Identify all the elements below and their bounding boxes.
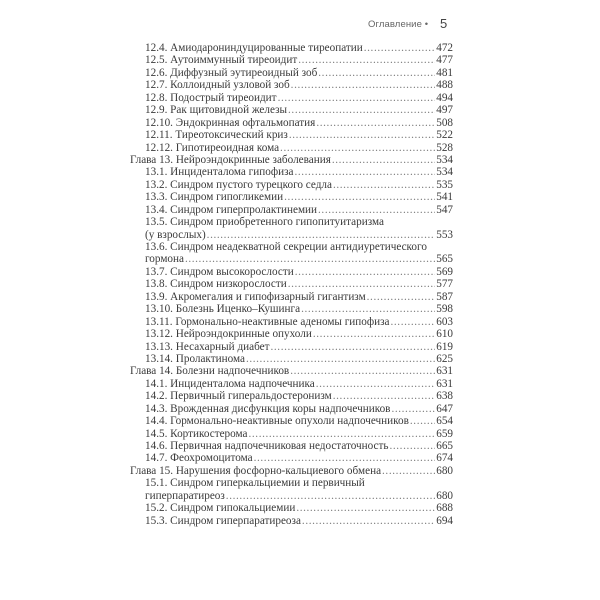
toc-chapter-entry: [130, 365, 453, 377]
toc-entry-page: 553: [436, 228, 453, 241]
toc-entry-title: 12.8. Подострый тиреоидит: [145, 91, 277, 104]
dot-leader: [249, 428, 436, 440]
toc-entry: [130, 266, 453, 278]
toc-entry-page: 631: [436, 365, 453, 378]
toc-entry-page: 659: [436, 427, 453, 440]
toc-entry: [130, 502, 453, 514]
toc-entry: [130, 42, 453, 54]
dot-leader: [364, 42, 435, 54]
toc-entry-title: (у взрослых): [145, 228, 206, 241]
toc-entry-page: 528: [436, 141, 453, 154]
toc-entry-page: 674: [436, 452, 453, 465]
dot-leader: [302, 515, 435, 527]
toc-entry: [130, 179, 453, 191]
toc-entry: [130, 191, 453, 203]
toc-entry-page: 638: [436, 390, 453, 403]
toc-entry-page: 497: [436, 104, 453, 117]
toc-entry-page: 654: [436, 415, 453, 428]
toc-entry-title: Глава 13. Нейроэндокринные заболевания: [130, 153, 331, 166]
toc-entry-title: 15.1. Синдром гиперкальциемии и первичный: [145, 477, 365, 490]
toc-entry: [130, 452, 453, 464]
toc-entry-page: 488: [436, 79, 453, 92]
toc-entry-title: 13.9. Акромегалия и гипофизарный гигантизм: [145, 290, 366, 303]
toc-entry-page: 522: [436, 129, 453, 142]
page-number: 5: [440, 16, 448, 31]
toc-entry: [130, 241, 453, 253]
toc-entry-title: 14.7. Феохромоцитома: [145, 452, 253, 465]
toc-entry-page: 547: [436, 203, 453, 216]
toc-entry-page: 534: [436, 166, 453, 179]
toc-entry-title: 12.6. Диффузный эутиреоидный зоб: [145, 66, 318, 79]
toc-entry-page: 619: [436, 340, 453, 353]
toc-entry-title: 13.2. Синдром пустого турецкого седла: [145, 178, 332, 191]
toc-entry-page: 688: [436, 502, 453, 515]
dot-leader: [226, 490, 435, 502]
toc-entry: [130, 166, 453, 178]
toc-entry-title: 15.3. Синдром гиперпаратиреоза: [145, 514, 301, 527]
toc-entry: [130, 104, 453, 116]
toc-entry: [130, 54, 453, 66]
dot-leader: [185, 253, 435, 265]
dot-leader: [318, 204, 435, 216]
toc-entry: [130, 253, 453, 265]
toc-entry-title: 14.2. Первичный гиперальдостеронизм: [145, 390, 332, 403]
toc-entry-title: 12.7. Коллоидный узловой зоб: [145, 79, 290, 92]
toc-entry-page: 508: [436, 116, 453, 129]
dot-leader: [318, 67, 435, 79]
dot-leader: [316, 117, 435, 129]
toc-entry-page: 577: [436, 278, 453, 291]
toc-entry: [130, 515, 453, 527]
toc-chapter-entry: [130, 465, 453, 477]
toc-entry-title: 12.9. Рак щитовидной железы: [145, 104, 288, 117]
toc-entry-page: 565: [436, 253, 453, 266]
toc-entry: [130, 291, 453, 303]
toc-entry-title: Глава 15. Нарушения фосфорно-кальциевого обмена: [130, 464, 382, 477]
page-header: [0, 17, 600, 33]
toc-entry: [130, 204, 453, 216]
toc-entry-page: 598: [436, 303, 453, 316]
dot-leader: [278, 92, 436, 104]
toc-entry-title: 13.12. Нейроэндокринные опухоли: [145, 328, 312, 341]
toc-entry-title: 13.10. Болезнь Иценко–Кушинга: [145, 303, 301, 316]
dot-leader: [316, 378, 435, 390]
toc-entry-title: 13.11. Гормонально-неактивные аденомы гипофиза: [145, 315, 390, 328]
toc-entry-title: 14.5. Кортикостерома: [145, 427, 248, 440]
toc-entry-title: 12.4. Амиодарониндуцированные тиреопатии: [145, 42, 363, 54]
toc-entry: [130, 278, 453, 290]
toc-entry-title: 13.8. Синдром низкорослости: [145, 278, 287, 291]
toc-entry-page: 535: [436, 178, 453, 191]
toc-entry-title: 13.5. Синдром приобретенного гипопитуитаризма: [145, 216, 384, 229]
toc-entry-title: 13.14. Пролактинома: [145, 352, 245, 365]
toc-entry-title: 14.4. Гормонально-неактивные опухоли надпочечников: [145, 415, 409, 428]
toc-entry-page: 647: [436, 402, 453, 415]
toc-entry: [130, 129, 453, 141]
toc-entry-title: 13.3. Синдром гипогликемии: [145, 191, 284, 204]
dot-leader: [271, 341, 436, 353]
toc-entry: [130, 341, 453, 353]
dot-leader: [301, 303, 435, 315]
dot-leader: [284, 191, 435, 203]
dot-leader: [294, 166, 435, 178]
toc-entry: [130, 378, 453, 390]
dot-leader: [295, 266, 436, 278]
toc-entry: [130, 229, 453, 241]
dot-leader: [280, 142, 435, 154]
toc-entry: [130, 415, 453, 427]
toc-entry-page: 477: [436, 54, 453, 67]
dot-leader: [288, 278, 435, 290]
toc-entry: [130, 117, 453, 129]
toc-entry-title: 15.2. Синдром гипокальциемии: [145, 502, 296, 515]
dot-leader: [391, 316, 436, 328]
toc-entry-page: 541: [436, 191, 453, 204]
toc-entry-page: 534: [436, 153, 453, 166]
toc-entry: [130, 353, 453, 365]
toc-entry: [130, 477, 453, 489]
dot-leader: [367, 291, 436, 303]
dot-leader: [291, 79, 436, 91]
toc-entry-page: 569: [436, 265, 453, 278]
toc-entry: [130, 142, 453, 154]
table-of-contents: [130, 42, 453, 527]
toc-entry-page: 680: [436, 464, 453, 477]
toc-entry: [130, 328, 453, 340]
running-title: Оглавление •: [368, 19, 429, 30]
toc-entry-page: 625: [436, 352, 453, 365]
toc-entry-title: 14.1. Инциденталома надпочечника: [145, 377, 315, 390]
dot-leader: [389, 440, 435, 452]
dot-leader: [332, 154, 435, 166]
dot-leader: [410, 415, 435, 427]
toc-entry-title: 12.12. Гипотиреоидная кома: [145, 141, 280, 154]
toc-entry-page: 694: [436, 514, 453, 527]
dot-leader: [296, 502, 435, 514]
dot-leader: [254, 452, 436, 464]
toc-entry-page: 494: [436, 91, 453, 104]
toc-entry-title: 13.1. Инциденталома гипофиза: [145, 166, 294, 179]
toc-entry-page: 603: [436, 315, 453, 328]
toc-entry: [130, 428, 453, 440]
dot-leader: [333, 390, 435, 402]
dot-leader: [382, 465, 435, 477]
toc-entry: [130, 79, 453, 91]
dot-leader: [290, 365, 435, 377]
dot-leader: [288, 104, 435, 116]
toc-entry-title: Глава 14. Болезни надпочечников: [130, 365, 290, 378]
toc-entry: [130, 490, 453, 502]
dot-leader: [391, 403, 435, 415]
dot-leader: [207, 229, 436, 241]
toc-entry-title: гиперпаратиреоз: [145, 489, 225, 502]
toc-entry-title: 14.6. Первичная надпочечниковая недостаточность: [145, 440, 389, 452]
dot-leader: [298, 54, 435, 66]
dot-leader: [289, 129, 435, 141]
dot-leader: [313, 328, 435, 340]
toc-entry: [130, 303, 453, 315]
toc-entry-title: 12.11. Тиреотоксический криз: [145, 129, 288, 142]
toc-entry-title: 13.13. Несахарный диабет: [145, 340, 270, 353]
toc-entry-title: 13.4. Синдром гиперпролактинемии: [145, 203, 318, 216]
toc-entry: [130, 216, 453, 228]
toc-entry: [130, 316, 453, 328]
toc-entry-page: 631: [436, 377, 453, 390]
toc-entry: [130, 403, 453, 415]
toc-entry-title: 13.7. Синдром высокорослости: [145, 265, 294, 278]
toc-entry-title: гормона: [145, 253, 184, 266]
toc-entry-page: 610: [436, 328, 453, 341]
toc-entry-title: 14.3. Врожденная дисфункция коры надпочечников: [145, 402, 391, 415]
toc-entry-page: 665: [436, 440, 453, 452]
toc-entry-title: 12.10. Эндокринная офтальмопатия: [145, 116, 316, 129]
toc-entry-title: 12.5. Аутоиммунный тиреоидит: [145, 54, 298, 67]
toc-entry-title: 13.6. Синдром неадекватной секреции антидиуретического: [145, 241, 427, 253]
toc-entry-page: 472: [436, 42, 453, 54]
toc-entry: [130, 67, 453, 79]
toc-entry-page: 587: [436, 290, 453, 303]
toc-chapter-entry: [130, 154, 453, 166]
toc-entry-page: 481: [436, 66, 453, 79]
dot-leader: [246, 353, 435, 365]
toc-entry: [130, 92, 453, 104]
toc-entry: [130, 440, 453, 452]
dot-leader: [333, 179, 435, 191]
toc-entry-page: 680: [436, 489, 453, 502]
toc-entry: [130, 390, 453, 402]
